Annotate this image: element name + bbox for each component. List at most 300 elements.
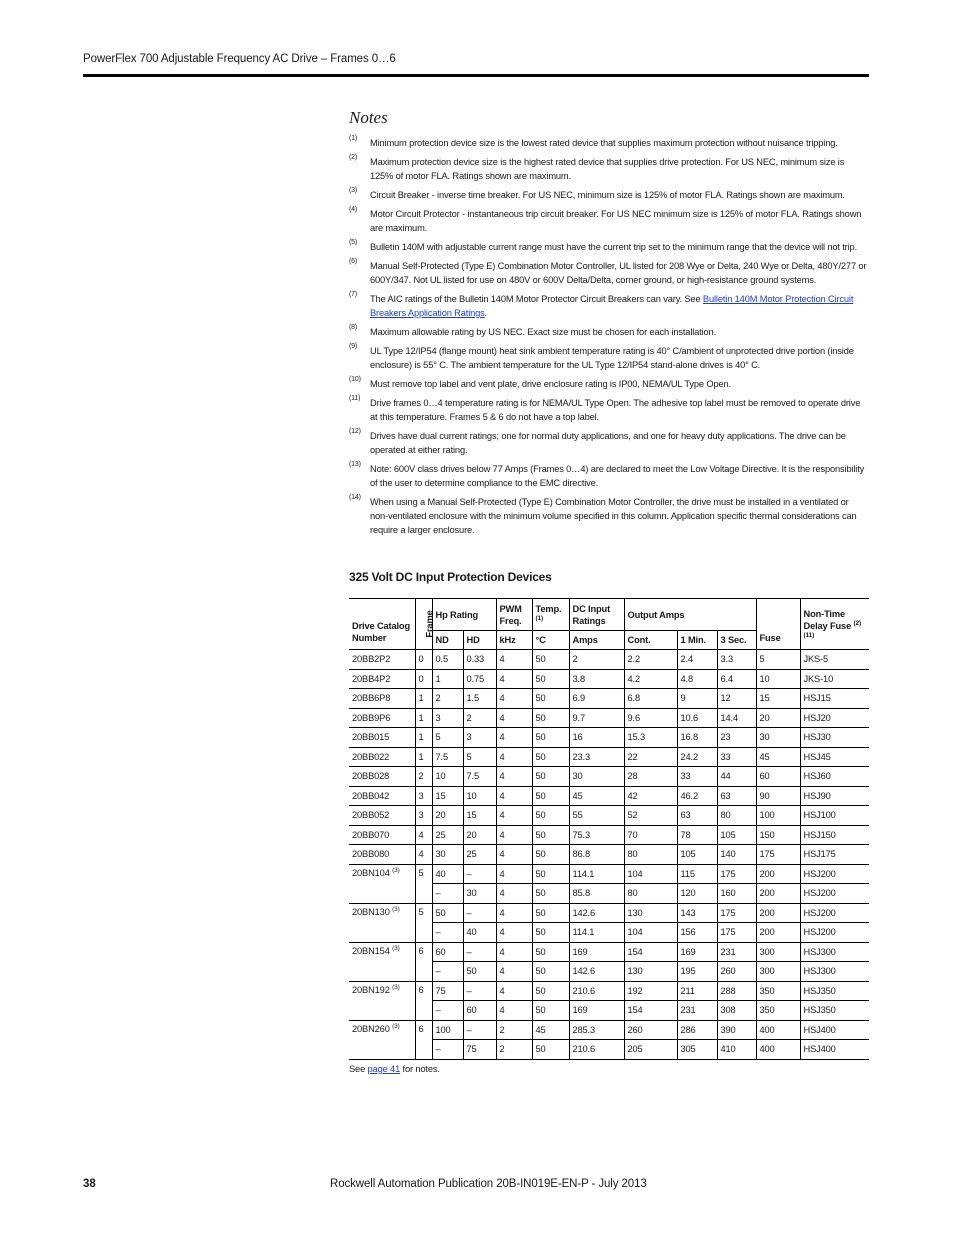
cell-catalog: 20BB4P2 — [349, 669, 415, 689]
footnote-ref: (3) — [392, 1022, 400, 1030]
cell-ntd: HSJ90 — [800, 786, 869, 806]
cell-cont: 154 — [624, 942, 677, 962]
cell-sec3: 175 — [717, 903, 756, 923]
table-row — [349, 708, 869, 728]
cell-fuse: 350 — [756, 1001, 800, 1021]
cell-frame: 5 — [415, 903, 432, 942]
cell-hd: 10 — [463, 786, 496, 806]
table-row — [349, 845, 869, 865]
cell-catalog: 20BN260 $^{(3)}$ — [349, 1020, 415, 1059]
header-khz: kHz — [496, 631, 532, 650]
note-text: Minimum protection device size is the lowest rated device that supplies maximum protection without nuisance tripping. — [370, 138, 838, 148]
cell-nd: 75 — [432, 981, 463, 1001]
cell-temp: 50 — [532, 1040, 569, 1060]
cell-ntd: HSJ60 — [800, 767, 869, 787]
cell-cont: 130 — [624, 903, 677, 923]
cell-khz: 4 — [496, 962, 532, 982]
cell-sec3: 3.3 — [717, 650, 756, 670]
cell-khz: 4 — [496, 728, 532, 748]
cell-min1: 195 — [677, 962, 717, 982]
cell-catalog: 20BB6P8 — [349, 689, 415, 709]
cell-nd: – — [432, 962, 463, 982]
cell-temp: 50 — [532, 825, 569, 845]
cell-cont: 42 — [624, 786, 677, 806]
cell-khz: 4 — [496, 864, 532, 884]
cell-hd: 2 — [463, 708, 496, 728]
cell-amps: 3.8 — [569, 669, 624, 689]
header-3-sec: 3 Sec. — [717, 631, 756, 650]
cell-nd: – — [432, 1001, 463, 1021]
cell-sec3: 80 — [717, 806, 756, 826]
note-item — [349, 207, 869, 235]
cell-nd: 25 — [432, 825, 463, 845]
cell-sec3: 6.4 — [717, 669, 756, 689]
section-title: 325 Volt DC Input Protection Devices — [349, 570, 552, 584]
table-body — [349, 650, 869, 1060]
cell-khz: 4 — [496, 806, 532, 826]
cell-nd: 0.5 — [432, 650, 463, 670]
cell-ntd: HSJ400 — [800, 1020, 869, 1040]
cell-min1: 63 — [677, 806, 717, 826]
cell-cont: 52 — [624, 806, 677, 826]
cell-cont: 80 — [624, 884, 677, 904]
cell-cont: 70 — [624, 825, 677, 845]
cell-sec3: 390 — [717, 1020, 756, 1040]
cell-fuse: 200 — [756, 864, 800, 884]
table-row — [349, 942, 869, 962]
footnote-ref: (2) (11) — [803, 619, 862, 639]
header-drive-catalog-number: Drive Catalog Number — [349, 599, 415, 650]
cell-ntd: HSJ350 — [800, 981, 869, 1001]
note-item — [349, 495, 869, 537]
cell-cont: 6.8 — [624, 689, 677, 709]
cell-sec3: 231 — [717, 942, 756, 962]
cell-hd: 7.5 — [463, 767, 496, 787]
note-text: Drives have dual current ratings; one for normal duty applications, and one for heavy duty applications. The drive can be operated at either rating. — [370, 431, 846, 455]
cell-fuse: 5 — [756, 650, 800, 670]
cell-amps: 9.7 — [569, 708, 624, 728]
cell-nd: 30 — [432, 845, 463, 865]
cell-min1: 143 — [677, 903, 717, 923]
cell-ntd: HSJ200 — [800, 884, 869, 904]
cell-khz: 4 — [496, 669, 532, 689]
cell-khz: 4 — [496, 981, 532, 1001]
cell-min1: 46.2 — [677, 786, 717, 806]
note-marker: (12) — [349, 428, 361, 435]
cell-ntd: HSJ200 — [800, 923, 869, 943]
cell-frame: 0 — [415, 669, 432, 689]
page-number: 38 — [83, 1178, 96, 1190]
cell-temp: 50 — [532, 845, 569, 865]
note-text: Must remove top label and vent plate, drive enclosure rating is IP00, NEMA/UL Type Open. — [370, 379, 731, 389]
cell-frame: 0 — [415, 650, 432, 670]
note-text: UL Type 12/IP54 (flange mount) heat sink ambient temperature rating is 40° C/ambient of unprotected drive portion (inside enclosure) is 55° C. The ambient temperature for the UL Type 12/IP54 stand-alone drives is 40° C. — [370, 346, 854, 370]
cell-amps: 169 — [569, 942, 624, 962]
cell-fuse: 300 — [756, 962, 800, 982]
cell-hd: 5 — [463, 747, 496, 767]
cell-amps: 45 — [569, 786, 624, 806]
cell-cont: 130 — [624, 962, 677, 982]
publication-footer: Rockwell Automation Publication 20B-IN019E-EN-P - July 2013 — [330, 1178, 647, 1190]
cell-temp: 50 — [532, 689, 569, 709]
cell-amps: 142.6 — [569, 962, 624, 982]
cell-temp: 50 — [532, 981, 569, 1001]
cell-ntd: HSJ200 — [800, 903, 869, 923]
table-row — [349, 669, 869, 689]
cell-temp: 50 — [532, 923, 569, 943]
cell-frame: 1 — [415, 728, 432, 748]
footnote-ref: (3) — [392, 866, 400, 874]
table-row — [349, 981, 869, 1001]
cell-catalog: 20BN104 $^{(3)}$ — [349, 864, 415, 903]
header-hp-rating: Hp Rating — [432, 599, 496, 631]
cell-cont: 22 — [624, 747, 677, 767]
cell-catalog: 20BN192 $^{(3)}$ — [349, 981, 415, 1020]
cell-hd: 15 — [463, 806, 496, 826]
cell-ntd: HSJ300 — [800, 962, 869, 982]
cell-catalog: 20BB052 — [349, 806, 415, 826]
cell-amps: 169 — [569, 1001, 624, 1021]
cell-sec3: 12 — [717, 689, 756, 709]
cell-temp: 50 — [532, 884, 569, 904]
note-marker: (9) — [349, 343, 358, 350]
cell-ntd: HSJ175 — [800, 845, 869, 865]
running-header: PowerFlex 700 Adjustable Frequency AC Drive – Frames 0…6 — [83, 53, 396, 65]
table-row — [349, 1020, 869, 1040]
note-text: Bulletin 140M with adjustable current range must have the current trip set to the minimum range that the device will not trip. — [370, 242, 858, 252]
note-marker: (2) — [349, 154, 358, 161]
cell-catalog: 20BB042 — [349, 786, 415, 806]
cell-nd: 1 — [432, 669, 463, 689]
header-fuse: Fuse — [756, 599, 800, 650]
cell-temp: 50 — [532, 767, 569, 787]
cell-ntd: HSJ150 — [800, 825, 869, 845]
cell-amps: 86.8 — [569, 845, 624, 865]
cell-hd: 40 — [463, 923, 496, 943]
cell-fuse: 100 — [756, 806, 800, 826]
cell-temp: 50 — [532, 806, 569, 826]
note-marker: (10) — [349, 376, 361, 383]
cell-ntd: JKS-5 — [800, 650, 869, 670]
cell-khz: 2 — [496, 1040, 532, 1060]
cell-hd: 75 — [463, 1040, 496, 1060]
notes-heading: Notes — [349, 108, 388, 127]
note-text: Motor Circuit Protector - instantaneous trip circuit breaker. For US NEC minimum size is 125% of motor FLA. Ratings shown are maximum. — [370, 209, 862, 233]
cell-temp: 50 — [532, 650, 569, 670]
table-row — [349, 650, 869, 670]
note-marker: (6) — [349, 258, 358, 265]
cell-temp: 50 — [532, 942, 569, 962]
cell-min1: 156 — [677, 923, 717, 943]
cell-khz: 4 — [496, 767, 532, 787]
cell-nd: 10 — [432, 767, 463, 787]
cell-temp: 50 — [532, 786, 569, 806]
cell-min1: 305 — [677, 1040, 717, 1060]
cell-ntd: HSJ300 — [800, 942, 869, 962]
cell-hd: 60 — [463, 1001, 496, 1021]
cell-nd: 5 — [432, 728, 463, 748]
cell-khz: 4 — [496, 845, 532, 865]
note-item — [349, 462, 869, 490]
cell-amps: 210.6 — [569, 1040, 624, 1060]
header-dc-input-ratings: DC Input Ratings — [569, 599, 624, 631]
cell-sec3: 410 — [717, 1040, 756, 1060]
cell-sec3: 14.4 — [717, 708, 756, 728]
page-41-link[interactable]: page 41 — [367, 1064, 401, 1074]
cell-amps: 6.9 — [569, 689, 624, 709]
cell-cont: 2.2 — [624, 650, 677, 670]
cell-frame: 4 — [415, 825, 432, 845]
cell-sec3: 33 — [717, 747, 756, 767]
cell-nd: 3 — [432, 708, 463, 728]
cell-hd: 25 — [463, 845, 496, 865]
header-amps: Amps — [569, 631, 624, 650]
cell-amps: 114.1 — [569, 864, 624, 884]
cell-khz: 4 — [496, 903, 532, 923]
cell-ntd: HSJ45 — [800, 747, 869, 767]
cell-fuse: 400 — [756, 1040, 800, 1060]
cell-min1: 33 — [677, 767, 717, 787]
cell-sec3: 105 — [717, 825, 756, 845]
table-row — [349, 806, 869, 826]
cell-catalog: 20BN154 $^{(3)}$ — [349, 942, 415, 981]
cell-catalog: 20BB2P2 — [349, 650, 415, 670]
cell-fuse: 45 — [756, 747, 800, 767]
cell-sec3: 175 — [717, 923, 756, 943]
note-item — [349, 155, 869, 183]
bulletin-140m-link[interactable]: Bulletin 140M Motor Protection Circuit Breakers Application Ratings — [370, 294, 854, 318]
note-text: When using a Manual Self-Protected (Type E) Combination Motor Controller, the drive must be installed in a ventilated or non-ventilated enclosure with the minimum volume specified in this column. Application specific thermal considerations can require a larger enclosure. — [370, 497, 857, 535]
cell-fuse: 200 — [756, 923, 800, 943]
cell-sec3: 44 — [717, 767, 756, 787]
cell-frame: 1 — [415, 689, 432, 709]
cell-ntd: HSJ200 — [800, 864, 869, 884]
cell-frame: 2 — [415, 767, 432, 787]
cell-min1: 16.8 — [677, 728, 717, 748]
cell-nd: 15 — [432, 786, 463, 806]
note-item — [349, 344, 869, 372]
cell-cont: 104 — [624, 923, 677, 943]
cell-temp: 45 — [532, 1020, 569, 1040]
footnote-ref: (1) — [535, 614, 543, 622]
header-output-amps: Output Amps — [624, 599, 756, 631]
note-text: Maximum protection device size is the highest rated device that supplies drive protection. For US NEC, minimum size is 125% of motor FLA. Ratings shown are maximum. — [370, 157, 845, 181]
cell-ntd: HSJ30 — [800, 728, 869, 748]
cell-amps: 75.3 — [569, 825, 624, 845]
note-item — [349, 292, 869, 320]
cell-nd: 40 — [432, 864, 463, 884]
note-marker: (3) — [349, 187, 358, 194]
cell-min1: 286 — [677, 1020, 717, 1040]
cell-hd: 0.33 — [463, 650, 496, 670]
note-text: Circuit Breaker - inverse time breaker. For US NEC, minimum size is 125% of motor FLA. Ratings shown are maximum. — [370, 190, 845, 200]
cell-hd: – — [463, 903, 496, 923]
cell-khz: 4 — [496, 650, 532, 670]
note-item — [349, 325, 869, 339]
cell-sec3: 175 — [717, 864, 756, 884]
cell-temp: 50 — [532, 864, 569, 884]
cell-amps: 85.8 — [569, 884, 624, 904]
cell-cont: 15.3 — [624, 728, 677, 748]
cell-min1: 10.6 — [677, 708, 717, 728]
cell-frame: 1 — [415, 708, 432, 728]
header-frame: Frame — [415, 599, 432, 650]
cell-nd: – — [432, 1040, 463, 1060]
cell-nd: 50 — [432, 903, 463, 923]
header-cont: Cont. — [624, 631, 677, 650]
cell-nd: 60 — [432, 942, 463, 962]
cell-min1: 169 — [677, 942, 717, 962]
cell-amps: 16 — [569, 728, 624, 748]
cell-fuse: 15 — [756, 689, 800, 709]
cell-amps: 23.3 — [569, 747, 624, 767]
cell-khz: 4 — [496, 708, 532, 728]
cell-sec3: 160 — [717, 884, 756, 904]
cell-fuse: 350 — [756, 981, 800, 1001]
cell-min1: 2.4 — [677, 650, 717, 670]
cell-fuse: 200 — [756, 903, 800, 923]
cell-khz: 4 — [496, 747, 532, 767]
cell-hd: 30 — [463, 884, 496, 904]
header-1-min: 1 Min. — [677, 631, 717, 650]
cell-hd: 1.5 — [463, 689, 496, 709]
notes-list — [349, 136, 869, 542]
cell-temp: 50 — [532, 669, 569, 689]
note-text: The AIC ratings of the Bulletin 140M Motor Protector Circuit Breakers can vary. See Bulletin 140M Motor Protection Circuit Breakers Application Ratings. — [370, 294, 854, 318]
cell-amps: 30 — [569, 767, 624, 787]
cell-hd: – — [463, 1020, 496, 1040]
cell-khz: 4 — [496, 689, 532, 709]
cell-cont: 260 — [624, 1020, 677, 1040]
cell-hd: – — [463, 942, 496, 962]
protection-devices-table — [349, 598, 869, 1060]
cell-frame: 5 — [415, 864, 432, 903]
cell-cont: 9.6 — [624, 708, 677, 728]
cell-temp: 50 — [532, 1001, 569, 1021]
cell-catalog: 20BB080 — [349, 845, 415, 865]
note-marker: (1) — [349, 135, 358, 142]
note-marker: (11) — [349, 395, 361, 402]
note-text: Note: 600V class drives below 77 Amps (Frames 0…4) are declared to meet the Low Voltage Directive. It is the responsibility of the user to determine compliance to the EMC directive. — [370, 464, 865, 488]
cell-nd: 100 — [432, 1020, 463, 1040]
cell-cont: 28 — [624, 767, 677, 787]
cell-fuse: 30 — [756, 728, 800, 748]
cell-min1: 211 — [677, 981, 717, 1001]
header-rule — [83, 74, 869, 77]
table-row — [349, 903, 869, 923]
cell-temp: 50 — [532, 903, 569, 923]
cell-amps: 2 — [569, 650, 624, 670]
cell-khz: 4 — [496, 1001, 532, 1021]
cell-sec3: 23 — [717, 728, 756, 748]
cell-min1: 115 — [677, 864, 717, 884]
cell-khz: 4 — [496, 923, 532, 943]
note-marker: (8) — [349, 324, 358, 331]
cell-nd: 7.5 — [432, 747, 463, 767]
cell-hd: 20 — [463, 825, 496, 845]
cell-frame: 4 — [415, 845, 432, 865]
cell-sec3: 63 — [717, 786, 756, 806]
cell-amps: 210.6 — [569, 981, 624, 1001]
cell-temp: 50 — [532, 728, 569, 748]
cell-sec3: 308 — [717, 1001, 756, 1021]
note-item — [349, 136, 869, 150]
cell-fuse: 60 — [756, 767, 800, 787]
cell-amps: 285.3 — [569, 1020, 624, 1040]
cell-catalog: 20BB015 — [349, 728, 415, 748]
cell-amps: 114.1 — [569, 923, 624, 943]
cell-nd: 20 — [432, 806, 463, 826]
note-item — [349, 259, 869, 287]
cell-frame: 3 — [415, 786, 432, 806]
cell-khz: 4 — [496, 884, 532, 904]
cell-fuse: 400 — [756, 1020, 800, 1040]
cell-catalog: 20BB028 — [349, 767, 415, 787]
table-row — [349, 689, 869, 709]
cell-cont: 154 — [624, 1001, 677, 1021]
cell-frame: 6 — [415, 942, 432, 981]
cell-fuse: 90 — [756, 786, 800, 806]
table-row — [349, 786, 869, 806]
cell-temp: 50 — [532, 747, 569, 767]
table-row — [349, 747, 869, 767]
note-item — [349, 396, 869, 424]
footnote-ref: (3) — [392, 983, 400, 991]
cell-khz: 2 — [496, 1020, 532, 1040]
cell-ntd: HSJ100 — [800, 806, 869, 826]
cell-cont: 205 — [624, 1040, 677, 1060]
cell-hd: 50 — [463, 962, 496, 982]
cell-fuse: 200 — [756, 884, 800, 904]
note-text: Drive frames 0…4 temperature rating is for NEMA/UL Type Open. The adhesive top label must be removed to operate drive at this temperature. Frames 5 & 6 do not have a top label. — [370, 398, 861, 422]
cell-sec3: 140 — [717, 845, 756, 865]
note-item — [349, 377, 869, 391]
cell-fuse: 175 — [756, 845, 800, 865]
cell-sec3: 288 — [717, 981, 756, 1001]
cell-ntd: HSJ350 — [800, 1001, 869, 1021]
note-item — [349, 240, 869, 254]
cell-ntd: HSJ20 — [800, 708, 869, 728]
table-row — [349, 864, 869, 884]
cell-min1: 24.2 — [677, 747, 717, 767]
cell-hd: – — [463, 981, 496, 1001]
table-row — [349, 767, 869, 787]
cell-hd: – — [463, 864, 496, 884]
footnote-ref: (3) — [392, 905, 400, 913]
footnote-ref: (3) — [392, 944, 400, 952]
note-marker: (14) — [349, 494, 361, 501]
cell-nd: – — [432, 923, 463, 943]
note-item — [349, 429, 869, 457]
cell-ntd: HSJ15 — [800, 689, 869, 709]
note-text: Manual Self-Protected (Type E) Combination Motor Controller, UL listed for 208 Wye or Delta, 240 Wye or Delta, 480Y/277 or 600Y/347. Not UL listed for use on 480V or 600V Delta/Delta, corner ground, or high-resistance ground systems. — [370, 261, 867, 285]
cell-fuse: 300 — [756, 942, 800, 962]
cell-cont: 104 — [624, 864, 677, 884]
cell-khz: 4 — [496, 942, 532, 962]
cell-sec3: 260 — [717, 962, 756, 982]
cell-catalog: 20BN130 $^{(3)}$ — [349, 903, 415, 942]
cell-hd: 0.75 — [463, 669, 496, 689]
cell-min1: 105 — [677, 845, 717, 865]
table-row — [349, 728, 869, 748]
cell-catalog: 20BB022 — [349, 747, 415, 767]
cell-frame: 1 — [415, 747, 432, 767]
cell-frame: 6 — [415, 1020, 432, 1059]
cell-min1: 78 — [677, 825, 717, 845]
cell-temp: 50 — [532, 962, 569, 982]
cell-khz: 4 — [496, 786, 532, 806]
cell-amps: 55 — [569, 806, 624, 826]
